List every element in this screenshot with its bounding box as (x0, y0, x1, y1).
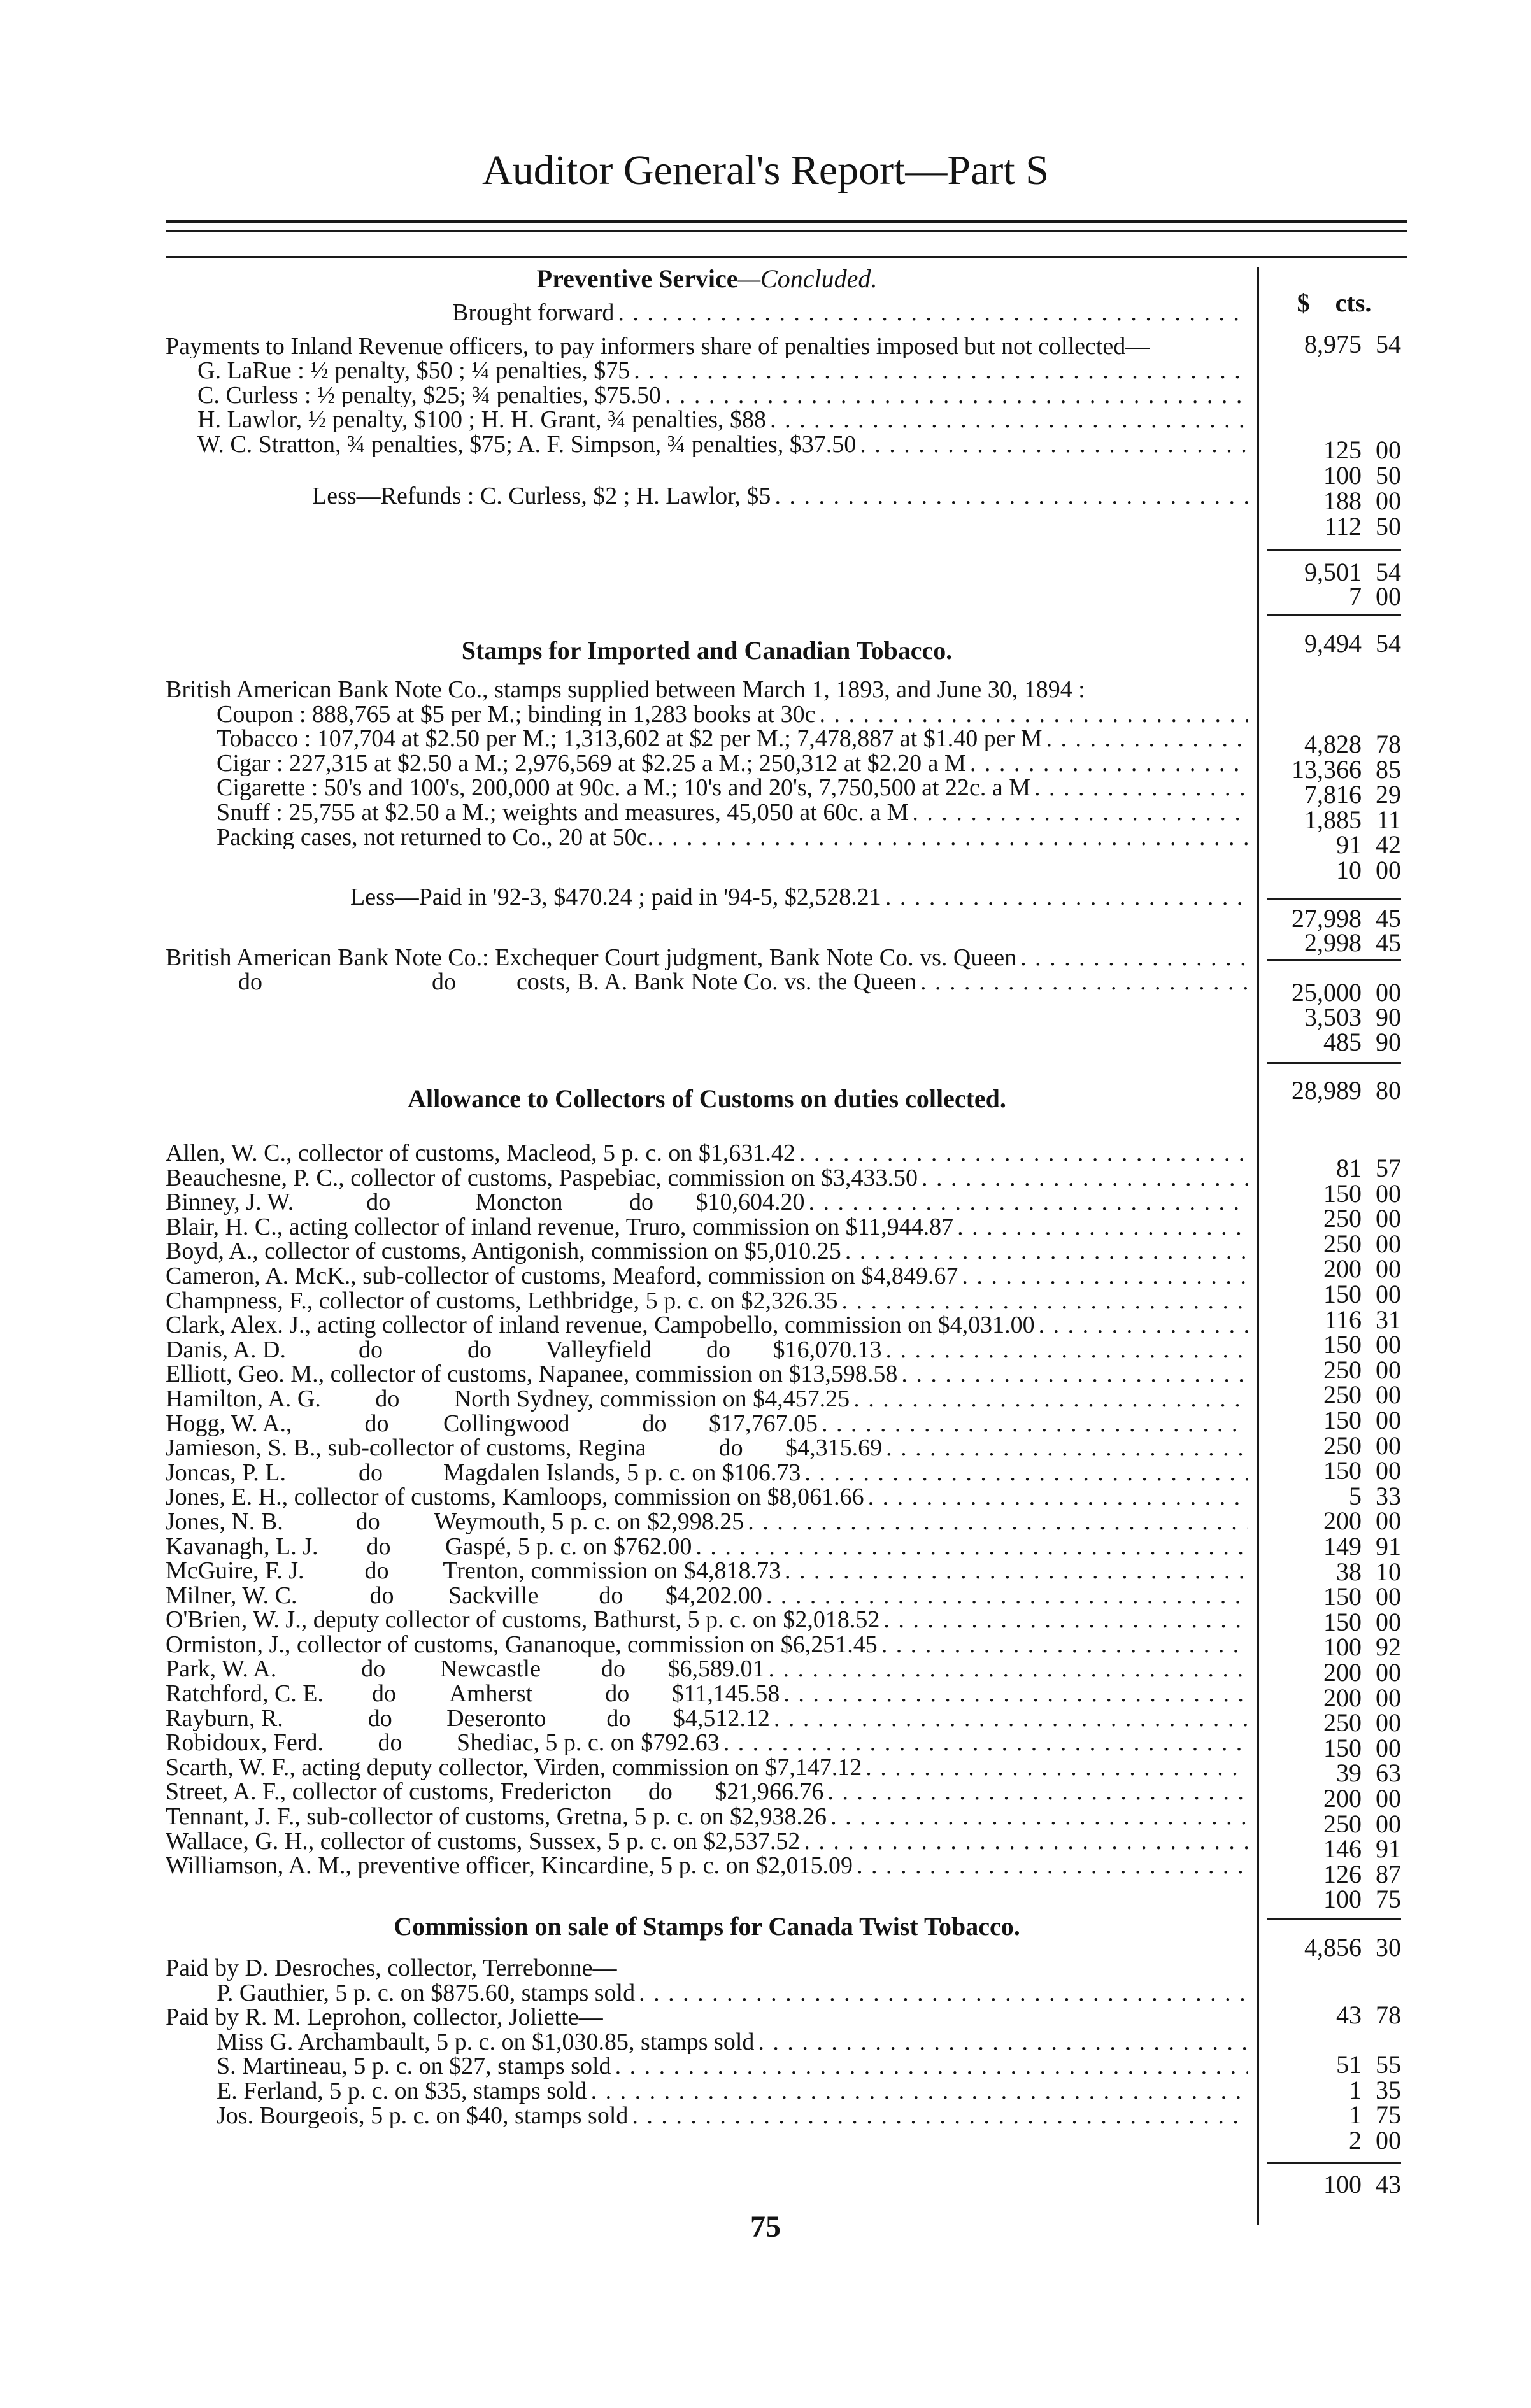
amount-cell: 38 10 (1336, 1557, 1401, 1586)
brought-forward-line: Brought forward . . . (166, 301, 1248, 325)
amount-cell: 200 00 (1323, 1506, 1401, 1536)
line-item: Park, W. A. do Newcastle do $6,589.01 . . . (166, 1657, 1248, 1682)
line-item: Miss G. Archambault, 5 p. c. on $1,030.85, stamps sold . . . (166, 2030, 1248, 2055)
line-item: Jones, N. B. do Weymouth, 5 p. c. on $2,998.25 . . . (166, 1510, 1248, 1534)
amount-cell: 39 63 (1336, 1759, 1401, 1788)
line-item: E. Ferland, 5 p. c. on $35, stamps sold . . . (166, 2079, 1248, 2104)
amount-twist-total: 100 43 (1323, 2170, 1401, 2199)
line-item: Kavanagh, L. J. do Gaspé, 5 p. c. on $762.00 . . . (166, 1534, 1248, 1559)
line-item: Street, A. F., collector of customs, Fredericton do $21,966.76 . . . (166, 1780, 1248, 1804)
line-item: McGuire, F. J. do Trenton, commission on $4,818.73 . . . (166, 1559, 1248, 1583)
amount-cell: 250 00 (1323, 1809, 1401, 1838)
amount-cell: 150 00 (1323, 1456, 1401, 1485)
section-collectors (166, 1082, 1248, 1878)
amount-cell: 146 91 (1323, 1834, 1401, 1864)
amount-cell: 200 00 (1323, 1683, 1401, 1712)
total-rule (1267, 1062, 1401, 1064)
amount-cell: 250 00 (1323, 1204, 1401, 1233)
amount-collectors-total: 4,856 30 (1304, 1933, 1401, 1962)
line-item: Packing cases, not returned to Co., 20 at 50c. . . . (166, 825, 1248, 850)
amount-cell: 150 00 (1323, 1733, 1401, 1762)
amount-cell: 4,828 78 (1304, 730, 1401, 758)
amount-cell: 200 00 (1323, 1784, 1401, 1813)
page-title: Auditor General's Report—Part S (482, 147, 1049, 194)
line-item: Ormiston, J., collector of customs, Gananoque, commission on $6,251.45 . . . (166, 1632, 1248, 1657)
line-item: Hamilton, A. G. do North Sydney, commission on $4,457.25 . . . (166, 1387, 1248, 1412)
line-item: Allen, W. C., collector of customs, Macleod, 5 p. c. on $1,631.42 . . . (166, 1141, 1248, 1166)
line-item: Elliott, Geo. M., collector of customs, Napanee, commission on $13,598.58 . . . (166, 1362, 1248, 1387)
line-item: Beauchesne, P. C., collector of customs, Paspebiac, commission on $3,433.50 . . . (166, 1166, 1248, 1191)
refunds-line: Less—Refunds : C. Curless, $2 ; H. Lawlor, $5 . . . (166, 484, 1248, 509)
amount-cell: 112 50 (1324, 512, 1401, 541)
twist-item: P. Gauthier, 5 p. c. on $875.60, stamps sold . . . (166, 1981, 1248, 2006)
amount-cell: 150 00 (1323, 1582, 1401, 1611)
amount-gauthier: 43 78 (1336, 2001, 1401, 2029)
amount-cell: 250 00 (1323, 1229, 1401, 1258)
section-title: Allowance to Collectors of Customs on duties collected. (408, 1084, 1006, 1113)
line-item: Milner, W. C. do Sackville do $4,202.00 . . . (166, 1583, 1248, 1608)
line-item: Cigar : 227,315 at $2.50 a M.; 2,976,569 at $2.25 a M.; 250,312 at $2.20 a M . . . (166, 751, 1248, 776)
amount-cell: 13,366 85 (1292, 754, 1401, 784)
amount-cell: 1,885 11 (1304, 805, 1401, 834)
line-item: Ratchford, C. E. do Amherst do $11,145.58 . . . (166, 1682, 1248, 1706)
amount-subtotal: 9,501 54 (1304, 558, 1401, 586)
line-item: Rayburn, R. do Deseronto do $4,512.12 . . . (166, 1706, 1248, 1731)
amount-cell: 1 35 (1349, 2075, 1401, 2104)
amount-cell: 81 57 (1336, 1154, 1401, 1182)
amount-cell: 149 91 (1323, 1532, 1401, 1561)
amount-cell: 116 31 (1324, 1305, 1401, 1334)
header-rule-thin (166, 230, 1407, 232)
amount-column-rule (1257, 267, 1259, 2225)
line-item: S. Martineau, 5 p. c. on $27, stamps sold . . . (166, 2054, 1248, 2079)
line-item: Binney, J. W. do Moncton do $10,604.20 . . . (166, 1190, 1248, 1215)
amount-cell: 100 50 (1323, 461, 1401, 490)
line-item: W. C. Stratton, ¾ penalties, $75; A. F. Simpson, ¾ penalties, $37.50 . . . (166, 432, 1248, 457)
section-title: Preventive Service—Concluded. (536, 264, 878, 293)
line-item: Coupon : 888,765 at $5 per M.; binding in 1,283 books at 30c . . . (166, 702, 1248, 727)
line-item: H. Lawlor, ½ penalty, $100 ; H. H. Grant, ¾ penalties, $88 . . . (166, 407, 1248, 432)
amount-preventive-total: 9,494 54 (1304, 629, 1401, 658)
line-item: Jamieson, S. B., sub-collector of customs, Regina do $4,315.69 . . . (166, 1436, 1248, 1461)
line-item: Danis, A. D. do do Valleyfield do $16,070.13 . . . (166, 1338, 1248, 1363)
amount-stamps-subtotal: 27,998 45 (1292, 904, 1401, 933)
line-item: Cameron, A. McK., sub-collector of customs, Meaford, commission on $4,849.67 . . . (166, 1264, 1248, 1289)
line-item: Joncas, P. L. do Magdalen Islands, 5 p. c. on $106.73 . . . (166, 1461, 1248, 1485)
section-title: Commission on sale of Stamps for Canada Twist Tobacco. (394, 1912, 1020, 1941)
page-number: 75 (750, 2210, 781, 2244)
amount-cell: 150 00 (1323, 1607, 1401, 1636)
amount-cell: 2 00 (1349, 2125, 1401, 2155)
total-rule (1267, 959, 1401, 961)
header-rule-thick (166, 220, 1407, 223)
line-item: Hogg, W. A., do Collingwood do $17,767.05 . . . (166, 1412, 1248, 1436)
amount-cell: 7,816 29 (1304, 780, 1401, 809)
amount-cell: 250 00 (1323, 1708, 1401, 1738)
amount-cell: 200 00 (1323, 1254, 1401, 1284)
line-item: Clark, Alex. J., acting collector of inland revenue, Campobello, commission on $4,031.00 . . . (166, 1313, 1248, 1338)
amount-cell: 250 00 (1323, 1431, 1401, 1460)
line-item: Williamson, A. M., preventive officer, Kincardine, 5 p. c. on $2,015.09 . . . (166, 1853, 1248, 1878)
payments-heading: Payments to Inland Revenue officers, to pay informers share of penalties imposed but not collected— (166, 334, 1150, 359)
amount-court-judgment: 25,000 00 (1292, 978, 1401, 1007)
line-item: C. Curless : ½ penalty, $25; ¾ penalties, $75.50 . . . (166, 383, 1248, 408)
stamps-less-line: Less—Paid in '92-3, $470.24 ; paid in '94-5, $2,528.21 . . . (166, 885, 1248, 910)
line-item: Robidoux, Ferd. do Shediac, 5 p. c. on $792.63 . . . (166, 1731, 1248, 1755)
amount-cell: 250 00 (1323, 1355, 1401, 1384)
section-twist (166, 1910, 1248, 2128)
amount-stamps-less: 2,998 45 (1304, 928, 1401, 957)
amount-stamps-total: 28,989 80 (1292, 1076, 1401, 1105)
line-item: British American Bank Note Co.: Exchequer Court judgment, Bank Note Co. vs. Queen . . . (166, 945, 1248, 970)
line-item: Jos. Bourgeois, 5 p. c. on $40, stamps sold . . . (166, 2104, 1248, 2128)
amount-cell: 126 87 (1323, 1859, 1401, 1888)
amount-column-header: $ cts. (1297, 288, 1372, 317)
amount-cell: 150 00 (1323, 1280, 1401, 1308)
amount-cell: 150 00 (1323, 1406, 1401, 1434)
line-item: Champness, F., collector of customs, Lethbridge, 5 p. c. on $2,326.35 . . . (166, 1289, 1248, 1314)
amount-cell: 5 33 (1349, 1481, 1401, 1510)
section-preventive (166, 262, 1248, 508)
amount-cell: 125 00 (1323, 436, 1401, 464)
line-item: Boyd, A., collector of customs, Antigonish, commission on $5,010.25 . . . (166, 1239, 1248, 1264)
line-item: Blair, H. C., acting collector of inland revenue, Truro, commission on $11,944.87 . . . (166, 1215, 1248, 1240)
paid-by-leprohon: Paid by R. M. Leprohon, collector, Joliette— (166, 2005, 603, 2030)
line-item: Snuff : 25,755 at $2.50 a M.; weights and measures, 45,050 at 60c. a M . . . (166, 800, 1248, 825)
amount-cell: 188 00 (1323, 486, 1401, 515)
line-item: Scarth, W. F., acting deputy collector, Virden, commission on $7,147.12 . . . (166, 1755, 1248, 1780)
amount-cell: 10 00 (1336, 855, 1401, 884)
line-item: Tobacco : 107,704 at $2.50 per M.; 1,313,602 at $2 per M.; 7,478,887 at $1.40 per M . . . (166, 726, 1248, 751)
total-rule (1267, 1918, 1401, 1920)
amount-cell: 150 00 (1323, 1330, 1401, 1359)
amount-cell: 91 42 (1336, 830, 1401, 859)
amount-cell: 100 92 (1323, 1632, 1401, 1662)
total-rule (1267, 614, 1401, 616)
amount-refunds: 7 00 (1349, 582, 1401, 611)
line-item: do do costs, B. A. Bank Note Co. vs. the Queen . . . (166, 970, 1248, 995)
paid-by-desroches: Paid by D. Desroches, collector, Terrebonne— (166, 1956, 617, 1981)
amount-court-costs: 3,503 90 (1304, 1003, 1401, 1031)
amount-cell: 250 00 (1323, 1380, 1401, 1410)
line-item: Wallace, G. H., collector of customs, Sussex, 5 p. c. on $2,537.52 . . . (166, 1829, 1248, 1854)
amount-cell: 200 00 (1323, 1658, 1401, 1687)
total-rule (1267, 2162, 1401, 2164)
line-item: Tennant, J. F., sub-collector of customs, Gretna, 5 p. c. on $2,938.26 . . . (166, 1804, 1248, 1829)
line-item: Cigarette : 50's and 100's, 200,000 at 90c. a M.; 10's and 20's, 7,750,500 at 22c. a M . . . (166, 776, 1248, 800)
amount-cell: 100 75 (1323, 1885, 1401, 1914)
amount-stamps-extra: 485 90 (1323, 1028, 1401, 1056)
line-item: O'Brien, W. J., deputy collector of customs, Bathurst, 5 p. c. on $2,018.52 . . . (166, 1608, 1248, 1632)
section-stamps (166, 634, 1248, 995)
amount-cell: 150 00 (1323, 1179, 1401, 1208)
header-rule-3 (166, 256, 1407, 258)
total-rule (1267, 549, 1401, 551)
line-item: G. LaRue : ½ penalty, $50 ; ¼ penalties, $75 . . . (166, 358, 1248, 383)
amount-cell: 1 75 (1349, 2100, 1401, 2129)
amount-brought-forward: 8,975 54 (1304, 330, 1401, 358)
amount-cell: 51 55 (1336, 2050, 1401, 2079)
section-title: Stamps for Imported and Canadian Tobacco. (461, 636, 953, 665)
line-item: Jones, E. H., collector of customs, Kamloops, commission on $8,061.66 . . . (166, 1485, 1248, 1510)
total-rule (1267, 898, 1401, 900)
stamps-heading: British American Bank Note Co., stamps supplied between March 1, 1893, and June 30, 1894 : (166, 677, 1085, 702)
